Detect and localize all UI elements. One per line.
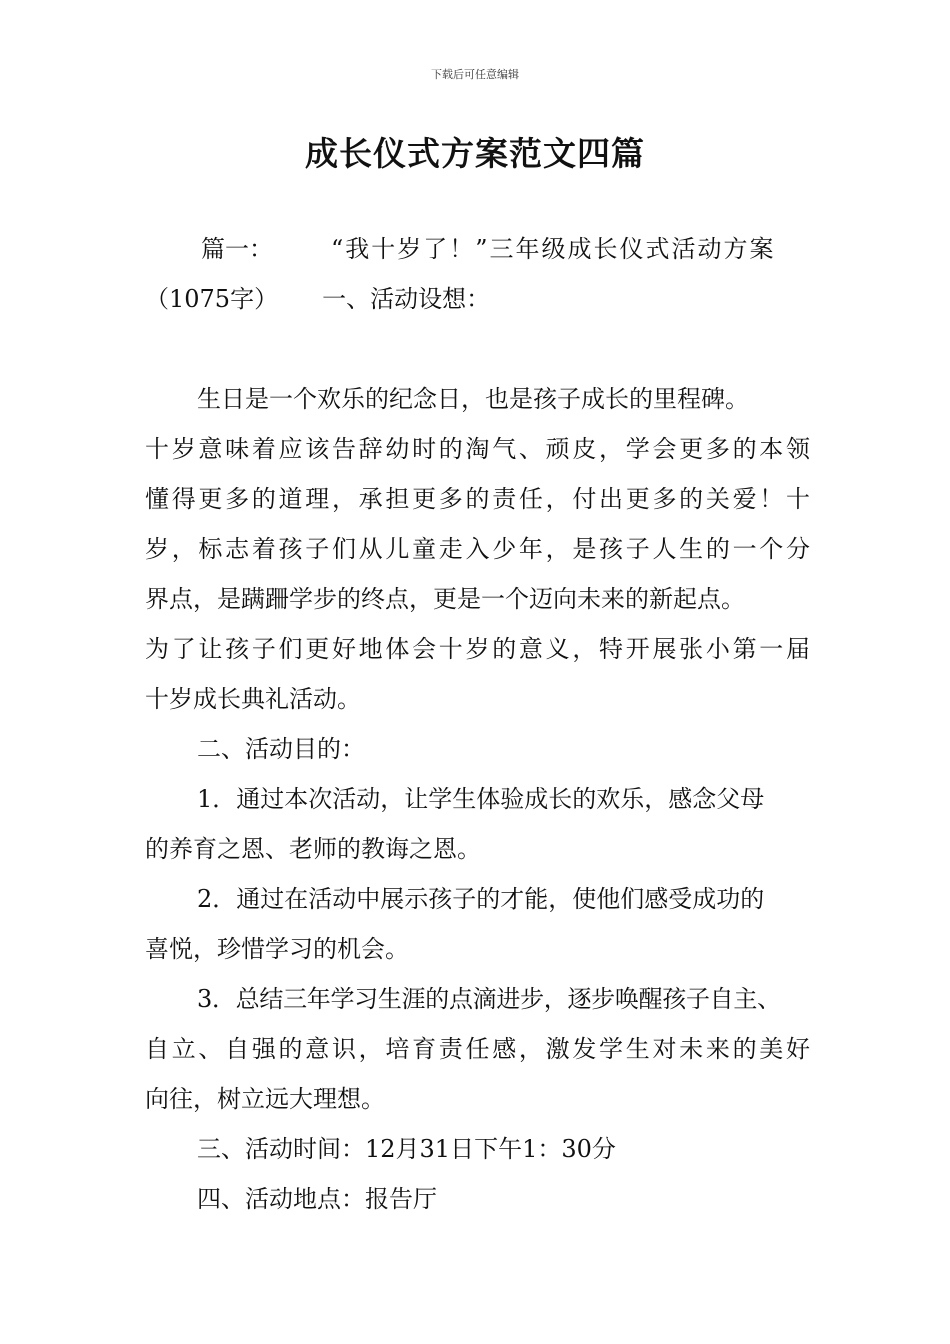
activity-place: 四、活动地点：报告厅	[197, 1185, 437, 1213]
part-title: “我十岁了！”三年级成长仪式活动方案	[331, 235, 776, 263]
intro-line: 十岁成长典礼活动。	[145, 685, 361, 713]
purpose-item-3-line: 自立、自强的意识，培育责任感，激发学生对未来的美好	[145, 1035, 810, 1063]
intro-line: 懂得更多的道理，承担更多的责任，付出更多的关爱！十	[145, 485, 810, 513]
intro-paragraph	[145, 374, 810, 1224]
intro-line: 界点，是蹒跚学步的终点，更是一个迈向未来的新起点。	[145, 585, 745, 613]
activity-time: 三、活动时间：12月31日下午1：30分	[197, 1135, 616, 1163]
part-label: 篇一：	[201, 235, 273, 263]
purpose-item-2-line: 2．通过在活动中展示孩子的才能，使他们感受成功的	[197, 885, 765, 913]
purpose-item-3-line: 向往，树立远大理想。	[145, 1085, 385, 1113]
page-header-note: 下载后可任意编辑	[431, 68, 519, 81]
section-heading-line-2	[145, 274, 810, 324]
section-heading-line-1	[145, 224, 810, 274]
intro-line: 生日是一个欢乐的纪念日，也是孩子成长的里程碑。	[197, 385, 749, 413]
purpose-heading: 二、活动目的：	[197, 735, 365, 763]
first-item-heading: 一、活动设想：	[322, 285, 491, 313]
purpose-item-1-line: 1．通过本次活动，让学生体验成长的欢乐，感念父母	[197, 785, 765, 813]
intro-line: 为了让孩子们更好地体会十岁的意义，特开展张小第一届	[145, 635, 810, 663]
section-heading	[145, 224, 810, 324]
document-title: 成长仪式方案范文四篇	[305, 134, 645, 173]
intro-line: 十岁意味着应该告辞幼时的淘气、顽皮，学会更多的本领	[145, 435, 810, 463]
word-count: （1075字）	[145, 285, 279, 313]
purpose-item-3-line: 3．总结三年学习生涯的点滴进步，逐步唤醒孩子自主、	[197, 985, 781, 1013]
purpose-item-2-line: 喜悦，珍惜学习的机会。	[145, 935, 409, 963]
purpose-item-1-line: 的养育之恩、老师的教诲之恩。	[145, 835, 481, 863]
intro-line: 岁，标志着孩子们从儿童走入少年，是孩子人生的一个分	[145, 535, 810, 563]
